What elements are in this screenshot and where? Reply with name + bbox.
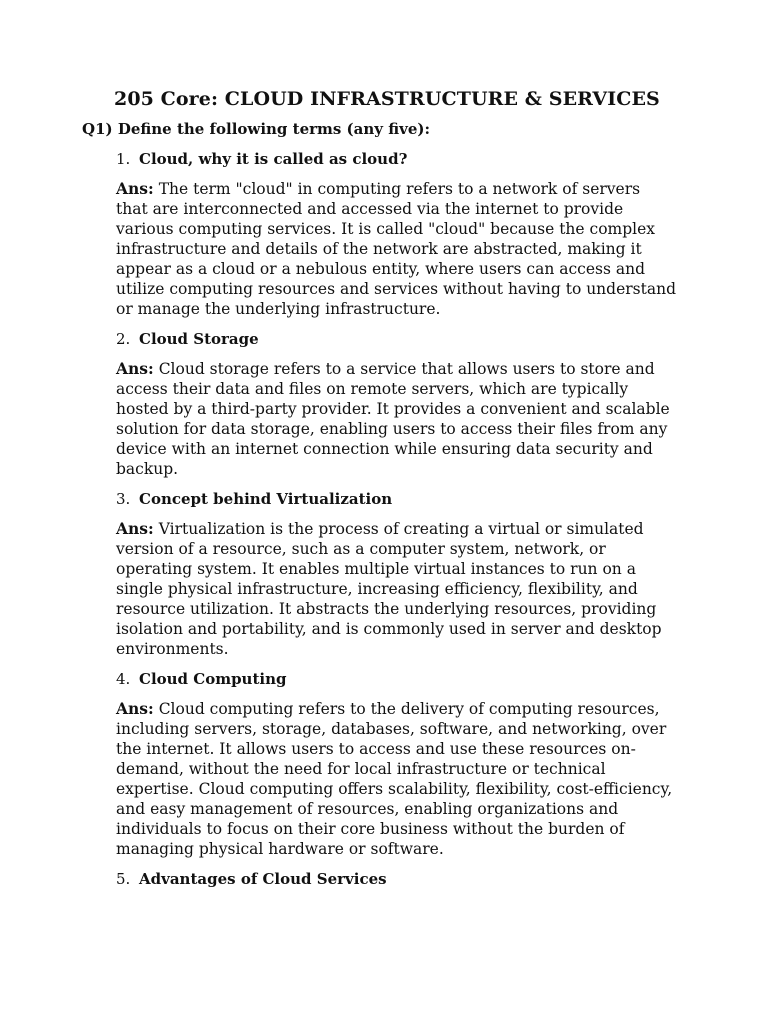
- page-title: 205 Core: CLOUD INFRASTRUCTURE & SERVICES: [114, 88, 660, 110]
- term-heading: [116, 149, 688, 169]
- term-heading: [116, 669, 688, 689]
- term-answer: [116, 699, 676, 859]
- answer-text: Cloud storage refers to a service that allows users to store and access their data and files on remote servers, which are typically hosted by a third-party provider. It provides a convenient and scalable solution for data storage, enabling users to access their files from any device with an internet connection while ensuring data security and backup.: [116, 360, 670, 478]
- term-heading: [116, 489, 688, 509]
- term-heading: [116, 869, 688, 889]
- answer-text: Virtualization is the process of creating a virtual or simulated version of a resource, such as a computer system, network, or operating system. It enables multiple virtual instances to run on a single physical infrastructure, increasing efficiency, flexibility, and resource utilization. It abstracts the underlying resources, providing isolation and portability, and is commonly used in server and desktop environments.: [116, 520, 662, 658]
- term-number: 2.: [116, 330, 131, 348]
- answer-label: Ans:: [116, 359, 154, 378]
- term-title: Concept behind Virtualization: [139, 490, 393, 508]
- question-heading: Q1) Define the following terms (any five):: [82, 120, 431, 138]
- answer-text: Cloud computing refers to the delivery of computing resources, including servers, storage, databases, software, and networking, over the internet. It allows users to access and use these resources on-demand, without the need for local infrastructure or technical expertise. Cloud computing offers scalability, flexibility, cost-efficiency, and easy management of resources, enabling organizations and individuals to focus on their core business without the burden of managing physical hardware or software.: [116, 700, 673, 858]
- term-number: 4.: [116, 670, 131, 688]
- term-number: 5.: [116, 870, 131, 888]
- term-item-5: [116, 869, 688, 889]
- term-title: Cloud, why it is called as cloud?: [139, 150, 408, 168]
- term-title: Cloud Computing: [139, 670, 287, 688]
- term-answer: [116, 519, 676, 659]
- term-title: Advantages of Cloud Services: [139, 870, 387, 888]
- term-answer: [116, 179, 676, 319]
- term-item-2: [116, 329, 688, 479]
- term-item-3: [116, 489, 688, 659]
- term-number: 1.: [116, 150, 131, 168]
- term-answer: [116, 359, 676, 479]
- term-heading: [116, 329, 688, 349]
- answer-label: Ans:: [116, 519, 154, 538]
- term-title: Cloud Storage: [139, 330, 259, 348]
- answer-text: The term "cloud" in computing refers to a network of servers that are interconnected and accessed via the internet to provide various computing services. It is called "cloud" because the complex infrastructure and details of the network are abstracted, making it appear as a cloud or a nebulous entity, where users can access and utilize computing resources and services without having to understand or manage the underlying infrastructure.: [116, 180, 676, 318]
- term-item-1: [116, 149, 688, 319]
- term-number: 3.: [116, 490, 131, 508]
- answer-label: Ans:: [116, 179, 154, 198]
- answer-label: Ans:: [116, 699, 154, 718]
- term-item-4: [116, 669, 688, 859]
